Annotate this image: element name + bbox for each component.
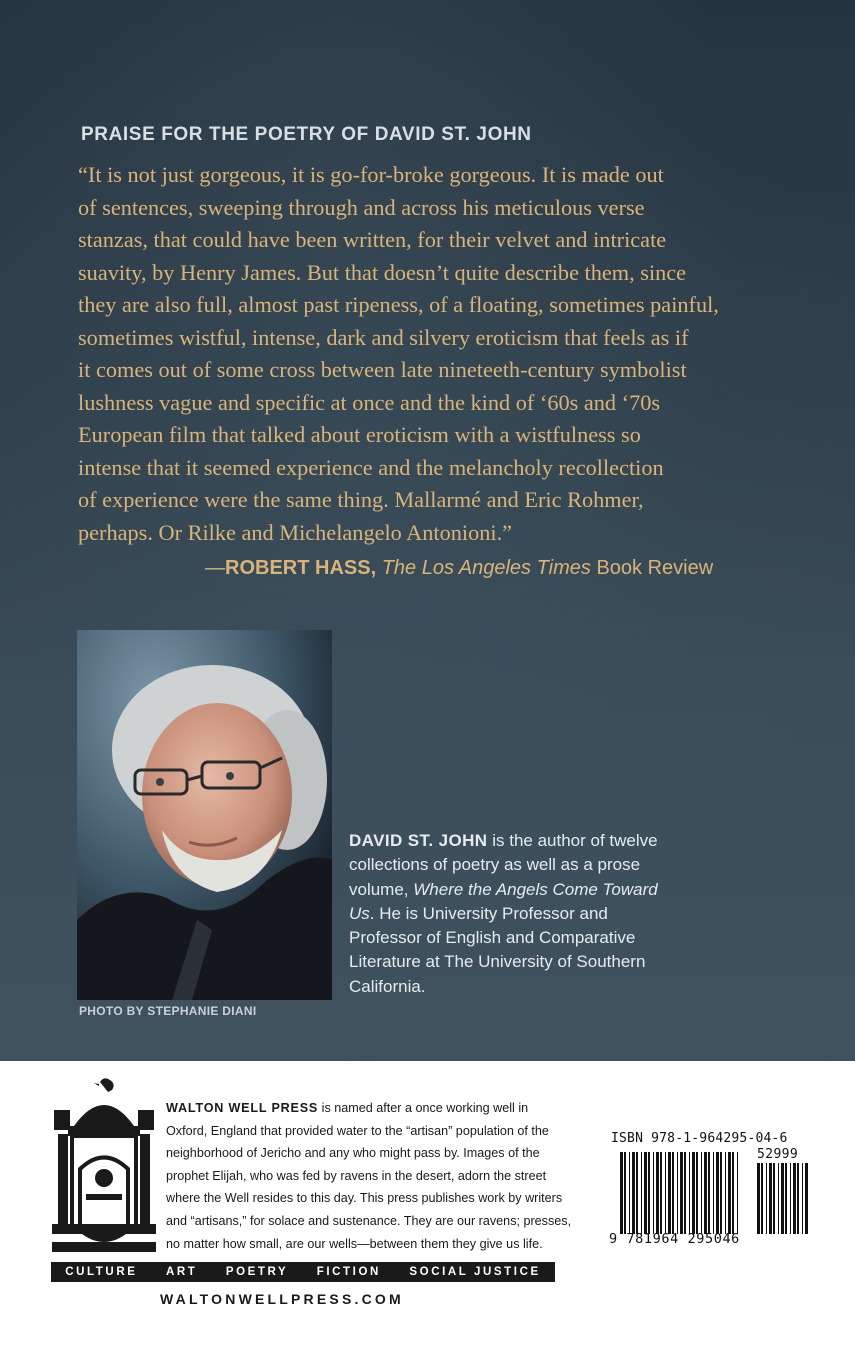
- barcode-bar: [629, 1152, 630, 1234]
- quote-line: suavity, by Henry James. But that doesn’t quite describe them, since: [78, 259, 687, 285]
- price-barcode: [757, 1163, 810, 1234]
- barcode-bar: [790, 1163, 791, 1234]
- attribution-suffix: Book Review: [596, 557, 714, 579]
- barcode-bar: [696, 1152, 698, 1234]
- tag-art: ART: [165, 1266, 198, 1278]
- barcode-bar: [805, 1163, 808, 1234]
- press-line: [166, 1097, 561, 1120]
- attribution-name: ROBERT HASS,: [225, 557, 377, 579]
- barcode-bar: [689, 1152, 690, 1234]
- barcode-bar: [708, 1152, 710, 1234]
- quote-line: European film that talked about eroticism with a wistfulness so: [78, 422, 641, 447]
- isbn-text: ISBN 978-1-964295-04-6: [611, 1131, 788, 1146]
- barcode-bar: [684, 1152, 686, 1234]
- barcode-bar: [632, 1152, 635, 1234]
- photo-credit: PHOTO BY STEPHANIE DIANI: [79, 1004, 257, 1018]
- press-line-text: is named after a once working well in: [318, 1101, 529, 1115]
- barcode-bar: [785, 1163, 787, 1234]
- barcode-number: 9 781964 295046: [609, 1231, 740, 1247]
- quote-attribution: [205, 557, 805, 580]
- barcode-bar: [653, 1152, 654, 1234]
- press-tag-bar: [51, 1262, 555, 1282]
- barcode-bar: [644, 1152, 647, 1234]
- barcode-bar: [624, 1152, 626, 1234]
- press-line: where the Well resides to this day. This press publishes work by writers: [166, 1191, 563, 1206]
- barcode-bar: [656, 1152, 659, 1234]
- barcode-bar: [713, 1152, 714, 1234]
- barcode-bar: [732, 1152, 734, 1234]
- press-name: WALTON WELL PRESS: [166, 1101, 319, 1115]
- price-code: 52999: [757, 1147, 799, 1162]
- press-website: WALTONWELLPRESS.COM: [160, 1291, 404, 1307]
- tag-culture: CULTURE: [65, 1266, 138, 1278]
- press-line: Oxford, England that provided water to the “artisan” population of the: [166, 1123, 549, 1138]
- barcode-bar: [692, 1152, 695, 1234]
- press-description: [166, 1097, 572, 1255]
- barcode-bar: [769, 1163, 772, 1234]
- quote-line: intense that it seemed experience and the melancholy recollection: [78, 454, 664, 480]
- barcode-bar: [648, 1152, 650, 1234]
- bio-text-2: . He is University Professor and Professor of English and Comparative Literature at The University of Southern California.: [349, 903, 646, 996]
- quote-line: stanzas, that could have been written, for their velvet and intricate: [78, 227, 667, 252]
- quote-line: they are also full, almost past ripeness, of a floating, sometimes painful,: [78, 292, 719, 317]
- author-photo: [77, 630, 332, 1000]
- barcode-bar: [641, 1152, 642, 1234]
- barcode-bar: [620, 1152, 623, 1234]
- barcode-bar: [636, 1152, 638, 1234]
- barcode-bar: [757, 1163, 760, 1234]
- quote-line: lushness vague and specific at once and the kind of ‘60s and ‘70s: [78, 389, 661, 415]
- tag-fiction: FICTION: [316, 1266, 381, 1278]
- barcode-bar: [793, 1163, 796, 1234]
- quote-line: sometimes wistful, intense, dark and silvery eroticism that feels as if: [78, 324, 689, 350]
- barcode-bar: [660, 1152, 662, 1234]
- praise-heading: PRAISE FOR THE POETRY OF DAVID ST. JOHN: [81, 124, 532, 145]
- barcode-bar: [797, 1163, 799, 1234]
- author-bio: [349, 829, 679, 999]
- barcode-bar: [802, 1163, 803, 1234]
- attribution-dash: —: [205, 557, 225, 579]
- barcode-bar: [761, 1163, 763, 1234]
- barcode-bar: [680, 1152, 683, 1234]
- bio-text: is the author of twelve collections of poetry as well as a prose volume,: [349, 831, 658, 899]
- barcode-bar: [720, 1152, 722, 1234]
- barcode-bar: [677, 1152, 678, 1234]
- isbn-barcode: [620, 1152, 740, 1234]
- press-line: neighborhood of Jericho and any who might pass by. Images of the: [166, 1146, 540, 1161]
- barcode-bar: [766, 1163, 767, 1234]
- press-line: prophet Elijah, who was fed by ravens in the desert, adorn the street: [166, 1168, 547, 1183]
- barcode-bar: [716, 1152, 719, 1234]
- tag-social-justice: SOCIAL JUSTICE: [409, 1266, 541, 1278]
- quote-line: of experience were the same thing. Mallarmé and Eric Rohmer,: [78, 487, 644, 512]
- press-line: and “artisans,” for solace and sustenance. They are our ravens; presses,: [166, 1213, 572, 1228]
- attribution-publication: The Los Angeles Times: [381, 557, 591, 579]
- barcode-bar: [778, 1163, 779, 1234]
- press-line: no matter how small, are our wells—between them they give us life.: [166, 1236, 543, 1251]
- barcode-bar: [737, 1152, 738, 1234]
- quote-line: perhaps. Or Rilke and Michelangelo Antonioni.”: [78, 519, 513, 545]
- tag-poetry: POETRY: [225, 1266, 289, 1278]
- walton-well-logo: [52, 1074, 156, 1252]
- bio-book-title: Where the Angels Come Toward Us: [349, 879, 658, 923]
- barcode-bar: [668, 1152, 671, 1234]
- barcode-bar: [665, 1152, 666, 1234]
- barcode-bar: [704, 1152, 707, 1234]
- author-portrait-image: [77, 630, 332, 1000]
- quote-line: of sentences, sweeping through and across his meticulous verse: [78, 194, 645, 220]
- quote-line: it comes out of some cross between late nineteeth-century symbolist: [78, 357, 687, 382]
- barcode-bar: [773, 1163, 775, 1234]
- bio-author-name: DAVID ST. JOHN: [349, 831, 488, 850]
- barcode-bar: [781, 1163, 784, 1234]
- quote-line: “It is not just gorgeous, it is go-for-broke gorgeous. It is made out: [78, 162, 664, 187]
- barcode-bar: [725, 1152, 726, 1234]
- praise-quote: [78, 159, 798, 549]
- barcode-bar: [728, 1152, 731, 1234]
- barcode-bar: [672, 1152, 674, 1234]
- barcode-bar: [701, 1152, 702, 1234]
